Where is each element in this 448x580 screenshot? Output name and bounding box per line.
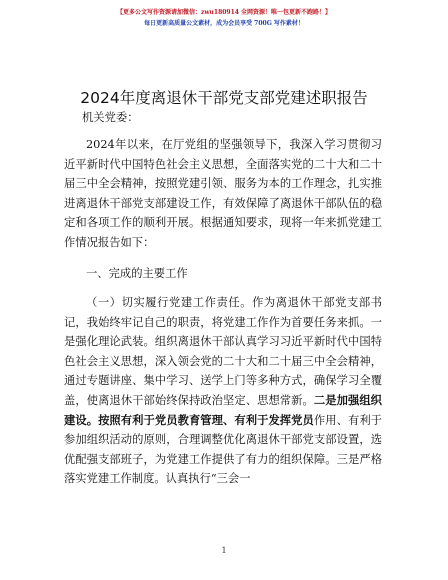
section-heading: 一、完成的主要工作 bbox=[86, 267, 188, 280]
paragraph-duty bbox=[64, 293, 382, 489]
paragraph-intro bbox=[64, 135, 382, 253]
paragraph-duty-text bbox=[64, 293, 382, 489]
salutation: 机关党委： bbox=[82, 111, 139, 124]
paragraph-intro-text: 2024年以来，在厅党组的坚强领导下，我深入学习贯彻习近平新时代中国特色社会主义思想，全面落实党的二十大和二十届三中全会精神，按照党建引领、服务为本的工作理念，扎实推进离退休干部党支部建设工作，有效保障了离退休干部队伍的稳定和各项工作的顺利开展。根据通知要求，现将一年来抓党建工作情况报告如下： bbox=[64, 138, 382, 249]
page-number: 1 bbox=[221, 546, 227, 555]
paragraph-duty-part-a: （一）切实履行党建工作责任。作为离退休干部党支部书记，我始终牢记自己的职责，将党建工作作为首要任务来抓。一是强化理论武装。组织离退休干部认真学习习近平新时代中国特色社会主义思想，深入领会党的二十大和二十届三中全会精神，通过专题讲座、集中学习、送学上门等多种方式，确保学习全覆盖，使离退休干部始终保持政治坚定、思想常新。 bbox=[64, 296, 382, 407]
paragraph-duty-part-c: 作用、有利于参加组织活动的原则，合理调整优化离退休干部党支部设置，选优配强支部班子，为党建工作提供了有力的组织保障。三是严格落实党建工作制度。认真执行“三会一 bbox=[64, 413, 382, 486]
paragraph-duty-bold: 二是加强组织建设。按照有利于党员教育管理、有利于发挥党员 bbox=[64, 392, 382, 427]
promo-line-blue: 每日更新高质量公文素材，成为会员享受 700G 写作素材！ bbox=[144, 20, 304, 27]
promo-line-red: 【更多公文写作资源请加微信：zwu180914 全网资源！唯一包更新不跑路！】 bbox=[116, 9, 332, 16]
promo-banner bbox=[0, 7, 448, 29]
document-title: 2024年度离退休干部党支部党建述职报告 bbox=[80, 89, 368, 107]
